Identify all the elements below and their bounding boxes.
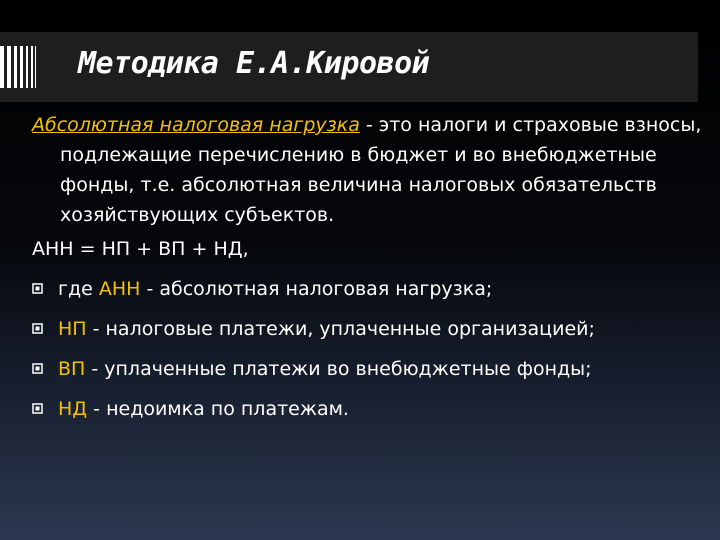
bullet-item-vp bbox=[32, 354, 702, 384]
bullet-square-icon bbox=[32, 283, 43, 294]
bullet-prefix: где bbox=[58, 278, 99, 300]
slide-content bbox=[32, 110, 702, 434]
bullet-key: АНН bbox=[98, 278, 141, 300]
bullet-square-icon bbox=[32, 363, 43, 374]
bullet-square-icon bbox=[32, 403, 43, 414]
bullet-text: - абсолютная налоговая нагрузка; bbox=[140, 278, 493, 300]
bullet-square-icon bbox=[32, 323, 43, 334]
definition-paragraph bbox=[32, 110, 702, 230]
definition-text: - это налоги и страховые взносы, подлежащие перечислению в бюджет и во внебюджетные фонды, т.е. абсолютная величина налоговых обязательств хозяйствующих субъектов. bbox=[60, 114, 702, 226]
bullet-item-nd bbox=[32, 394, 702, 424]
bullet-item-ann bbox=[32, 274, 702, 304]
decorative-stripes bbox=[0, 46, 38, 88]
formula: АНН = НП + ВП + НД, bbox=[32, 238, 249, 260]
bullet-text: - уплаченные платежи во внебюджетные фонды; bbox=[85, 358, 592, 380]
bullet-text: - недоимка по платежам. bbox=[87, 398, 349, 420]
bullet-key: ВП bbox=[58, 358, 86, 380]
bullet-text: - налоговые платежи, уплаченные организацией; bbox=[86, 318, 595, 340]
bullet-key: НП bbox=[58, 318, 87, 340]
bullet-item-np bbox=[32, 314, 702, 344]
slide-title: Методика Е.А.Кировой bbox=[78, 46, 430, 81]
bullet-list bbox=[32, 274, 702, 424]
bullet-key: НД bbox=[58, 398, 88, 420]
definition-term: Абсолютная налоговая нагрузка bbox=[32, 114, 360, 136]
